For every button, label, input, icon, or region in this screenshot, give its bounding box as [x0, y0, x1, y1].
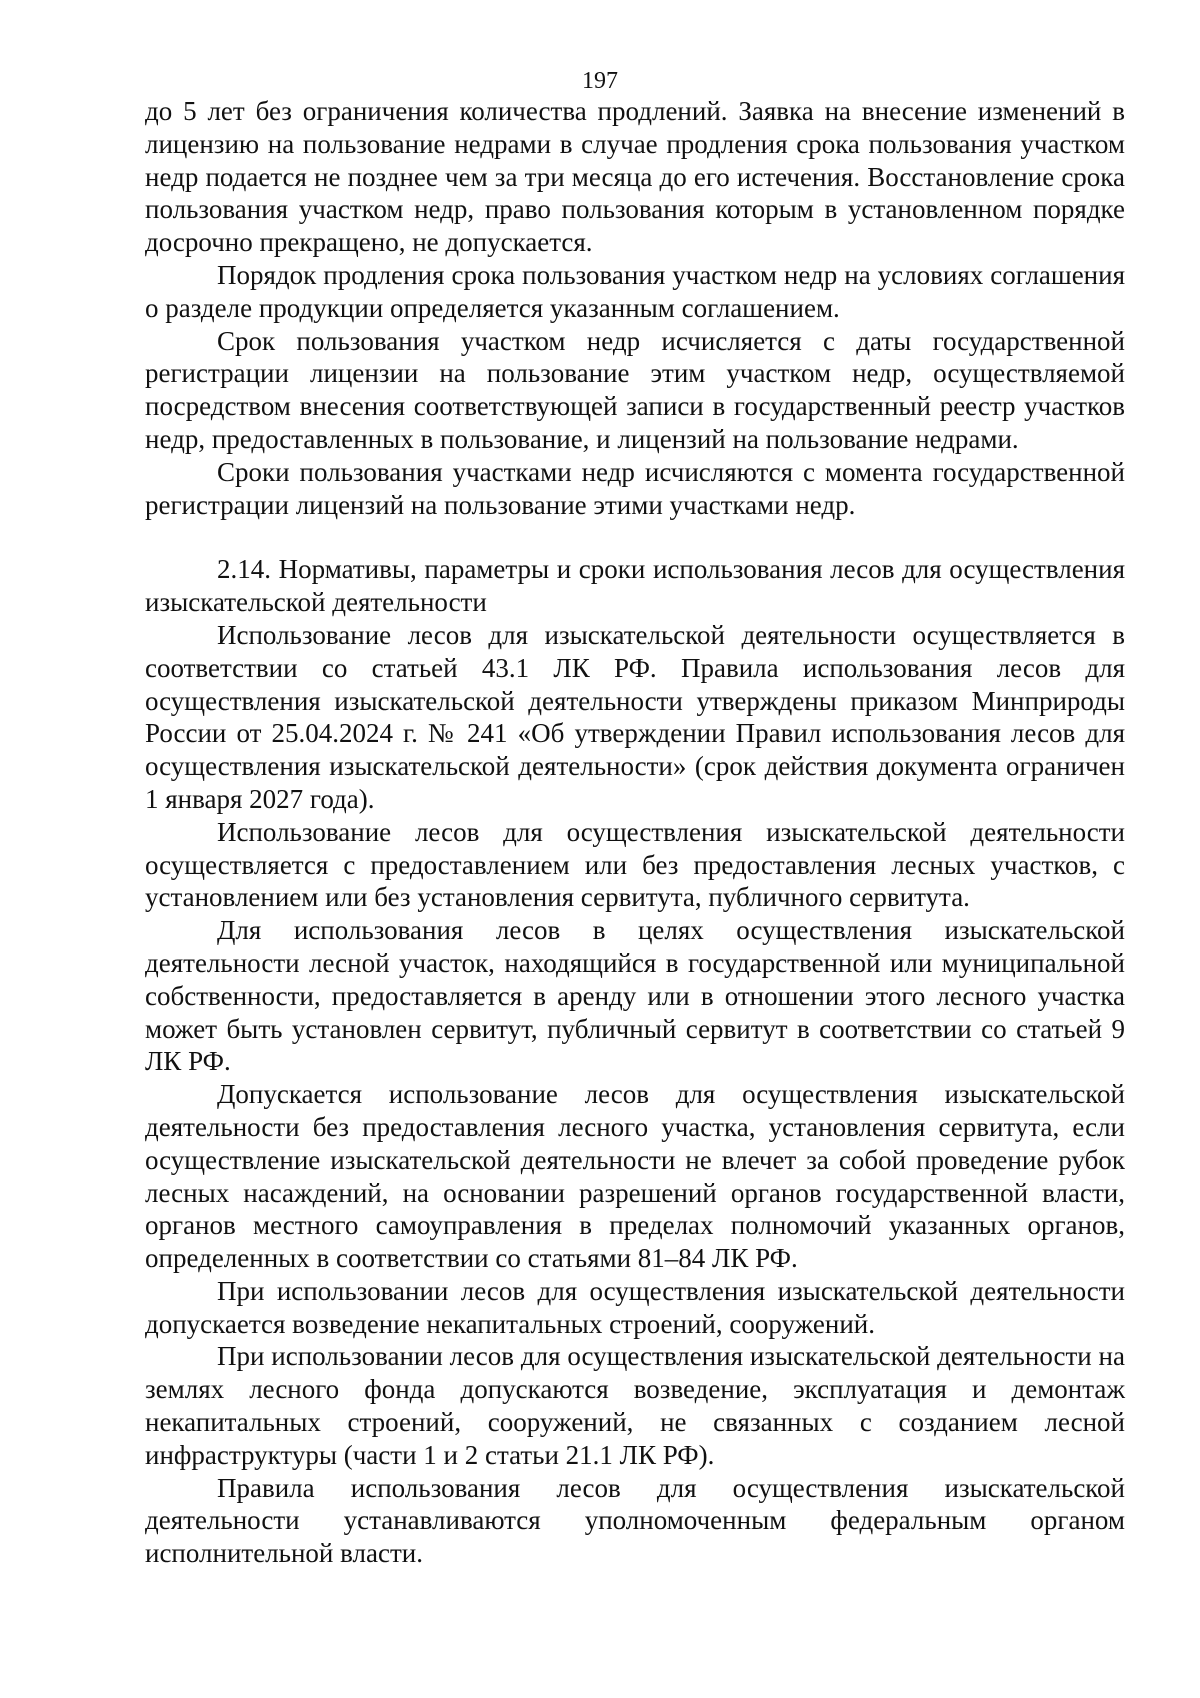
section-heading: 2.14. Нормативы, параметры и сроки использования лесов для осуществления изыскательской деятельности [145, 554, 1125, 618]
paragraph: Срок пользования участком недр исчисляется с даты государственной регистрации лицензии на пользование этим участком недр, осуществляемой посредством внесения соответствующей записи в государственный реестр участков недр, предоставленных в пользование, и лицензий на пользование недрами. [145, 325, 1125, 454]
paragraph: При использовании лесов для осуществления изыскательской деятельности допускается возведение некапитальных строений, сооружений. [145, 1275, 1125, 1339]
paragraph: Использование лесов для осуществления изыскательской деятельности осуществляется с предоставлением или без предоставления лесных участков, с установлением или без установления сервитута, публичного сервитута. [145, 816, 1125, 913]
paragraph: Правила использования лесов для осуществления изыскательской деятельности устанавливаются уполномоченным федеральным органом исполнительной власти. [145, 1472, 1125, 1569]
paragraph: Порядок продления срока пользования участком недр на условиях соглашения о разделе продукции определяется указанным соглашением. [145, 259, 1125, 323]
paragraph: Использование лесов для изыскательской деятельности осуществляется в соответствии со статьей 43.1 ЛК РФ. Правила использования лесов для осуществления изыскательской деятельности утверждены приказом Минприроды России от 25.04.2024 г. № 241 «Об утверждении Правил использования лесов для осуществления изыскательской деятельности» (срок действия документа ограничен 1 января 2027 года). [145, 619, 1125, 814]
page-number: 197 [582, 68, 618, 94]
paragraph: Допускается использование лесов для осуществления изыскательской деятельности без предоставления лесного участка, установления сервитута, если осуществление изыскательской деятельности не влечет за собой проведение рубок лесных насаждений, на основании разрешений органов государственной власти, органов местного самоуправления в пределах полномочий указанных органов, определенных в соответствии со статьями 81–84 ЛК РФ. [145, 1079, 1125, 1274]
paragraph: Для использования лесов в целях осуществления изыскательской деятельности лесной участок, находящийся в государственной или муниципальной собственности, предоставляется в аренду или в отношении этого лесного участка может быть установлен сервитут, публичный сервитут в соответствии со статьей 9 ЛК РФ. [145, 915, 1125, 1077]
paragraph: При использовании лесов для осуществления изыскательской деятельности на землях лесного фонда допускаются возведение, эксплуатация и демонтаж некапитальных строений, сооружений, не связанных с созданием лесной инфраструктуры (части 1 и 2 статьи 21.1 ЛК РФ). [145, 1341, 1125, 1470]
document-body [145, 95, 1125, 1570]
paragraph-continued: до 5 лет без ограничения количества продлений. Заявка на внесение изменений в лицензию на пользование недрами в случае продления срока пользования участком недр подается не позднее чем за три месяца до его истечения. Восстановление срока пользования участком недр, право пользования которым в установленном порядке досрочно прекращено, не допускается. [145, 96, 1125, 258]
paragraph: Сроки пользования участками недр исчисляются с момента государственной регистрации лицензий на пользование этими участками недр. [145, 456, 1125, 520]
